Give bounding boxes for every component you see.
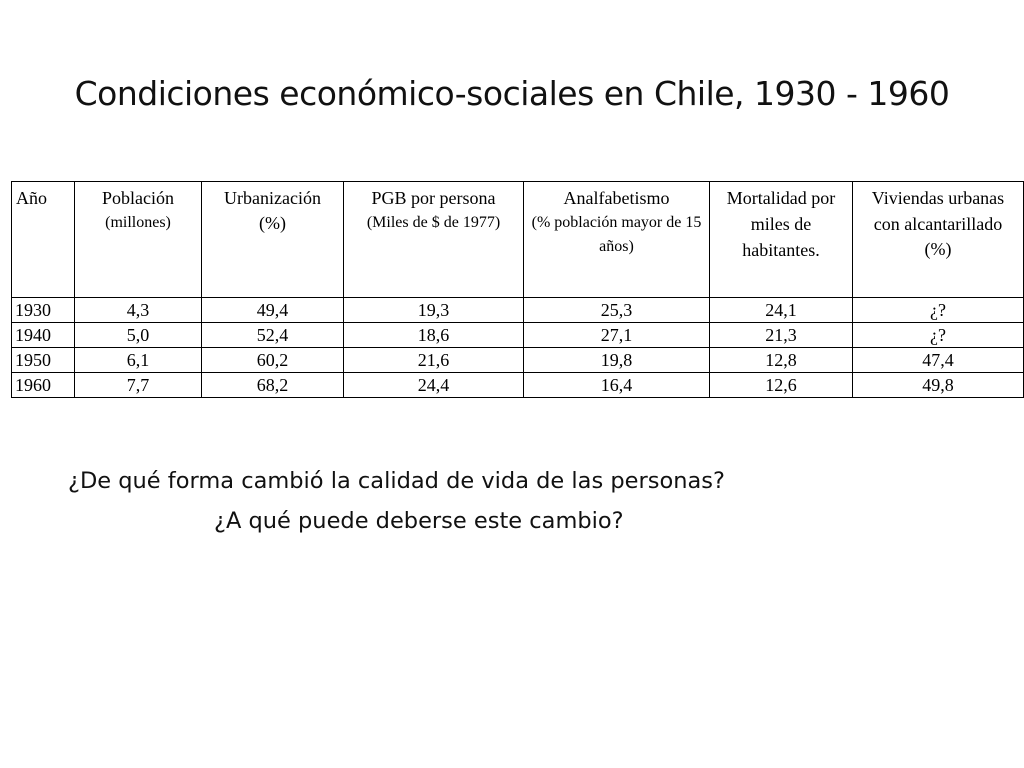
header-sublabel: (% población mayor de 15 años) xyxy=(531,214,702,255)
header-label: Viviendas urbanas con alcantarillado xyxy=(871,188,1005,234)
table-cell: 19,3 xyxy=(344,298,524,323)
table-cell: 12,8 xyxy=(710,348,853,373)
table-cell: 24,4 xyxy=(344,373,524,398)
question-cause-of-change: ¿A qué puede deberse este cambio? xyxy=(214,508,624,534)
header-cell-year xyxy=(12,182,75,298)
header-label: Año xyxy=(16,188,47,208)
header-label: Analfabetismo xyxy=(563,188,670,208)
header-sublabel: (%) xyxy=(259,213,286,233)
table-cell: ¿? xyxy=(853,298,1024,323)
table-cell: 68,2 xyxy=(202,373,344,398)
table-cell: 27,1 xyxy=(524,323,710,348)
question-quality-of-life: ¿De qué forma cambió la calidad de vida de las personas? xyxy=(68,468,725,494)
table-cell: 19,8 xyxy=(524,348,710,373)
table-cell: 52,4 xyxy=(202,323,344,348)
table-cell: 24,1 xyxy=(710,298,853,323)
table-row xyxy=(12,298,1024,323)
table-cell: 25,3 xyxy=(524,298,710,323)
header-cell-population xyxy=(75,182,202,298)
header-cell-urbanization xyxy=(202,182,344,298)
table-cell: 5,0 xyxy=(75,323,202,348)
table-cell: 16,4 xyxy=(524,373,710,398)
data-table xyxy=(11,181,1024,398)
table-cell: 4,3 xyxy=(75,298,202,323)
header-cell-gdp-per-capita xyxy=(344,182,524,298)
table-header-row xyxy=(12,182,1024,298)
header-label: PGB por persona xyxy=(371,188,496,208)
header-sublabel: (millones) xyxy=(105,214,171,231)
table-cell: 6,1 xyxy=(75,348,202,373)
data-table-container xyxy=(11,181,1023,398)
table-cell: 18,6 xyxy=(344,323,524,348)
table-cell: ¿? xyxy=(853,323,1024,348)
table-row xyxy=(12,323,1024,348)
header-cell-illiteracy xyxy=(524,182,710,298)
table-cell-year: 1950 xyxy=(12,348,75,373)
table-cell: 7,7 xyxy=(75,373,202,398)
table-cell: 21,3 xyxy=(710,323,853,348)
slide-title: Condiciones económico-sociales en Chile, 1930 - 1960 xyxy=(74,74,950,113)
header-label: Urbanización xyxy=(224,188,321,208)
table-row xyxy=(12,373,1024,398)
table-cell: 49,8 xyxy=(853,373,1024,398)
header-label: Población xyxy=(102,188,174,208)
table-cell-year: 1930 xyxy=(12,298,75,323)
header-cell-sewage-housing xyxy=(853,182,1024,298)
table-cell: 60,2 xyxy=(202,348,344,373)
header-sublabel: (Miles de $ de 1977) xyxy=(366,214,501,231)
table-cell-year: 1960 xyxy=(12,373,75,398)
table-cell: 12,6 xyxy=(710,373,853,398)
header-cell-mortality xyxy=(710,182,853,298)
table-cell: 47,4 xyxy=(853,348,1024,373)
table-cell-year: 1940 xyxy=(12,323,75,348)
table-cell: 49,4 xyxy=(202,298,344,323)
header-sublabel: (%) xyxy=(924,239,952,259)
table-row xyxy=(12,348,1024,373)
header-label: Mortalidad por miles de habitantes. xyxy=(726,188,836,260)
table-cell: 21,6 xyxy=(344,348,524,373)
